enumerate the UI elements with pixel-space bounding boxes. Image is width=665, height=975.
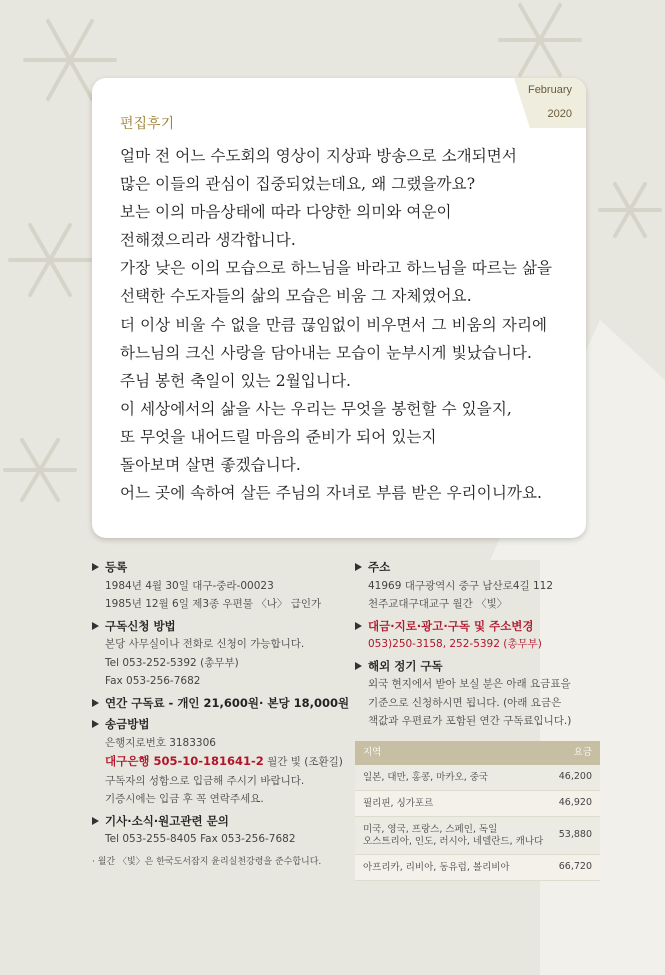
editorial-line: 하느님의 크신 사랑을 담아내는 모습이 눈부시게 빛났습니다. bbox=[120, 343, 533, 362]
snowflake-icon bbox=[500, 5, 580, 75]
change-phone: 053)250-3158, 252-5392 (총무부) bbox=[368, 638, 542, 650]
info-column-right bbox=[355, 558, 607, 881]
snowflake-icon bbox=[10, 225, 90, 295]
section-heading: 대금·지로·광고·구독 및 주소변경 bbox=[355, 617, 607, 636]
snowflake-icon bbox=[600, 184, 660, 236]
info-line: 책값과 우편료가 포함된 연간 구독료입니다.) bbox=[368, 715, 572, 727]
info-line: 41969 대구광역시 중구 남산로4길 112 bbox=[368, 579, 554, 592]
header-region: 지역 bbox=[363, 746, 382, 758]
info-line: 외국 현지에서 받아 보실 분은 아래 요금표을 bbox=[368, 678, 571, 690]
section-heading: 연간 구독료 - 개인 21,600원· 본당 18,000원 bbox=[92, 694, 354, 713]
info-line: 기증시에는 입금 후 꼭 연락주세요. bbox=[105, 793, 264, 805]
table-row bbox=[355, 791, 600, 817]
table-row bbox=[355, 817, 600, 855]
editorial-title: 편집후기 bbox=[120, 116, 175, 132]
section-heading: 등록 bbox=[92, 558, 354, 577]
contact-section bbox=[92, 812, 354, 849]
address-section bbox=[355, 558, 607, 614]
fax-line: Fax 053-256-7682 bbox=[105, 675, 201, 687]
info-line: 천주교대구대교구 월간 〈빛〉 bbox=[368, 598, 508, 610]
info-line: 본당 사무실이나 전화로 신청이 가능합니다. bbox=[105, 638, 305, 650]
payment-section bbox=[92, 715, 354, 809]
table-header bbox=[355, 741, 600, 766]
editorial-line: 또 무엇을 내어드릴 마음의 준비가 되어 있는지 bbox=[120, 427, 437, 446]
section-heading: 송금방법 bbox=[92, 715, 354, 734]
bank-account bbox=[105, 752, 354, 772]
editorial-line: 많은 이들의 관심이 집중되었는데요, 왜 그랬을까요? bbox=[120, 175, 476, 194]
section-heading: 해외 정기 구독 bbox=[355, 657, 607, 676]
editorial-line: 돌아보며 살면 좋겠습니다. bbox=[120, 456, 301, 475]
registration-section bbox=[92, 558, 354, 614]
contact-line: Tel 053-255-8405 Fax 053-256-7682 bbox=[105, 833, 296, 845]
fee-cell: 66,720 bbox=[558, 861, 592, 873]
table-row bbox=[355, 765, 600, 791]
issue-year: 2020 bbox=[547, 108, 572, 120]
section-heading: 주소 bbox=[355, 558, 607, 577]
giro-number: 은행지로번호 3183306 bbox=[105, 736, 216, 749]
issue-month: February bbox=[527, 84, 572, 96]
section-heading: 구독신청 방법 bbox=[92, 617, 354, 636]
bank-account-number: 대구은행 505-10-181641-2 bbox=[105, 754, 264, 768]
editorial-line: 주님 봉헌 축일이 있는 2월입니다. bbox=[120, 371, 352, 390]
editorial-card bbox=[92, 78, 586, 538]
phone-line: Tel 053-252-5392 (총무부) bbox=[105, 656, 239, 669]
editorial-line: 전해졌으리라 생각합니다. bbox=[120, 231, 296, 250]
region-cell: 아프리카, 리비아, 동유럽, 볼리비아 bbox=[363, 861, 510, 873]
region-cell: 일본, 대만, 홍콩, 마카오, 중국 bbox=[363, 771, 489, 783]
editorial-body bbox=[120, 142, 570, 507]
table-row bbox=[355, 855, 600, 881]
fee-cell: 46,920 bbox=[558, 797, 592, 809]
fee-cell: 46,200 bbox=[558, 771, 592, 783]
header-fee: 요금 bbox=[573, 746, 592, 758]
region-cell: 필리핀, 싱가포르 bbox=[363, 797, 434, 809]
change-section bbox=[355, 617, 607, 654]
snowflake-icon bbox=[5, 440, 75, 500]
info-line: 구독자의 성함으로 입금해 주시기 바랍니다. bbox=[105, 774, 305, 787]
editorial-line: 보는 이의 마음상태에 따라 다양한 의미와 여운이 bbox=[120, 203, 452, 222]
editorial-line: 가장 낮은 이의 모습으로 하느님을 바라고 하느님을 따르는 삶을 bbox=[120, 259, 553, 278]
info-column-left bbox=[92, 558, 354, 871]
editorial-line: 더 이상 비울 수 없을 만큼 끊임없이 비우면서 그 비움의 자리에 bbox=[120, 315, 548, 334]
editorial-line: 선택한 수도자들의 삶의 모습은 비움 그 자체였어요. bbox=[120, 287, 472, 306]
overseas-section bbox=[355, 657, 607, 731]
fee-cell: 53,880 bbox=[558, 829, 592, 841]
info-line: 1985년 12월 6일 제3종 우편물 〈나〉 급인가 bbox=[105, 598, 322, 610]
info-line: 1984년 4월 30일 대구-중라-00023 bbox=[105, 579, 274, 592]
info-line: 기준으로 신청하시면 됩니다. (아래 요금은 bbox=[368, 696, 562, 709]
editorial-line: 어느 곳에 속하여 살든 주님의 자녀로 부름 받은 우리이니까요. bbox=[120, 484, 543, 503]
footnote: · 월간 〈빛〉은 한국도서잡지 윤리실천강령을 준수합니다. bbox=[92, 856, 322, 867]
subscribe-section bbox=[92, 617, 354, 691]
account-holder: 월간 빛 (조환길) bbox=[263, 756, 343, 768]
annual-fee-section bbox=[92, 694, 354, 713]
editorial-line: 얼마 전 어느 수도회의 영상이 지상파 방송으로 소개되면서 bbox=[120, 147, 517, 165]
overseas-fee-table bbox=[355, 741, 600, 882]
section-heading: 기사·소식·원고관련 문의 bbox=[92, 812, 354, 831]
editorial-line: 이 세상에서의 삶을 사는 우리는 무엇을 봉헌할 수 있을지, bbox=[120, 399, 512, 418]
region-cell: 미국, 영국, 프랑스, 스페인, 독일 오스트리아, 인도, 러시아, 네델란드, 캐나다 bbox=[363, 823, 544, 847]
